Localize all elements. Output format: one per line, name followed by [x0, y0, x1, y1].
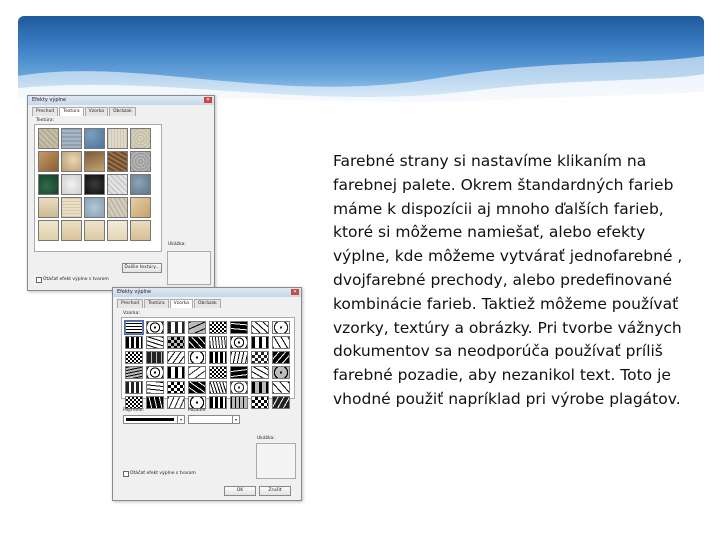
pattern-swatch[interactable] [125, 366, 143, 379]
pattern-swatch[interactable] [146, 381, 164, 394]
sample-label: Ukážka: [168, 242, 186, 247]
texture-grid [38, 128, 151, 241]
pattern-swatch[interactable] [188, 381, 206, 394]
pattern-swatch[interactable] [146, 336, 164, 349]
chevron-down-icon: ▾ [177, 416, 184, 423]
texture-swatch[interactable] [130, 174, 151, 195]
texture-swatch[interactable] [38, 128, 59, 149]
pattern-swatch[interactable] [272, 336, 290, 349]
texture-swatch[interactable] [130, 128, 151, 149]
pattern-swatch[interactable] [230, 321, 248, 334]
tab-obrazok[interactable]: Obrázok [109, 107, 136, 116]
pattern-swatch[interactable] [251, 366, 269, 379]
cancel-button[interactable]: Zrušiť [259, 486, 291, 496]
pattern-swatch[interactable] [272, 381, 290, 394]
texture-swatch[interactable] [84, 220, 105, 241]
dialog-title: Efekty výplne [117, 289, 152, 295]
pattern-swatch[interactable] [188, 366, 206, 379]
foreground-color-select[interactable] [123, 415, 185, 424]
pattern-swatch[interactable] [146, 366, 164, 379]
pattern-swatch[interactable] [272, 366, 290, 379]
pattern-swatch[interactable] [167, 381, 185, 394]
pattern-swatch[interactable] [230, 366, 248, 379]
tab-textura[interactable]: Textúra [59, 107, 84, 116]
close-icon[interactable]: ✕ [292, 289, 298, 295]
pattern-swatch[interactable] [209, 366, 227, 379]
pattern-swatch[interactable] [209, 351, 227, 364]
ok-button[interactable]: OK [224, 486, 256, 496]
foreground-label: Popredie: [123, 408, 145, 413]
texture-swatch[interactable] [38, 220, 59, 241]
header-wave-decoration [18, 16, 704, 104]
other-textures-button[interactable]: Ďalšie textúry... [122, 263, 162, 273]
pattern-swatch[interactable] [230, 396, 248, 409]
pattern-swatch[interactable] [209, 381, 227, 394]
pattern-swatch[interactable] [125, 321, 143, 334]
texture-swatch[interactable] [61, 151, 82, 172]
texture-swatch[interactable] [84, 174, 105, 195]
pattern-swatch[interactable] [188, 336, 206, 349]
pattern-swatch[interactable] [167, 351, 185, 364]
pattern-grid [125, 321, 290, 409]
texture-swatch[interactable] [61, 174, 82, 195]
pattern-swatch[interactable] [272, 321, 290, 334]
pattern-swatch[interactable] [188, 351, 206, 364]
texture-swatch[interactable] [107, 197, 128, 218]
sample-label: Ukážka: [257, 436, 275, 441]
texture-swatch[interactable] [84, 151, 105, 172]
tab-vzorka[interactable]: Vzorka [85, 107, 108, 116]
texture-label: Textúra: [36, 118, 55, 123]
texture-swatch[interactable] [38, 151, 59, 172]
pattern-swatch[interactable] [272, 396, 290, 409]
texture-swatch[interactable] [130, 220, 151, 241]
header-banner [18, 16, 704, 104]
body-paragraph: Farebné strany si nastavíme klikaním na farebnej palete. Okrem štandardných farieb máme k dispozícii aj mnoho ďalších farieb, ktoré si môžeme namiešať, alebo efekty výplne, kde môžeme vytvárať jednofarebné , dvojfarebné prechody, alebo predefinované kombinácie farieb. Taktiež môžeme používať vzorky, textúry a obrázky. Pri tvorbe vážnych dokumentov sa neodporúča používať príliš farebné pozadie, aby nezanikol text. Toto je vhodné použiť napríklad pri výrobe plagátov. [333, 152, 683, 408]
pattern-swatch[interactable] [251, 351, 269, 364]
dialog-tabs [32, 107, 137, 116]
dialog-title: Efekty výplne [32, 97, 67, 103]
rotate-fill-label: Otáčať efekt výplne s tvarom [130, 471, 196, 476]
pattern-swatch[interactable] [167, 336, 185, 349]
pattern-swatch[interactable] [251, 396, 269, 409]
pattern-swatch[interactable] [230, 351, 248, 364]
chevron-down-icon: ▾ [232, 416, 239, 423]
texture-swatch[interactable] [61, 220, 82, 241]
texture-swatch[interactable] [107, 174, 128, 195]
pattern-swatch[interactable] [146, 396, 164, 409]
tab-prechod[interactable]: Prechod [117, 299, 143, 308]
pattern-swatch[interactable] [167, 321, 185, 334]
rotate-fill-label: Otáčať efekt výplne s tvarom [43, 277, 109, 282]
pattern-swatch[interactable] [251, 381, 269, 394]
pattern-swatch[interactable] [146, 321, 164, 334]
fill-effects-dialog-pattern [112, 287, 302, 501]
dialog-titlebar [113, 288, 301, 297]
pattern-swatch[interactable] [125, 381, 143, 394]
pattern-swatch[interactable] [125, 351, 143, 364]
pattern-label: Vzorka: [123, 311, 140, 316]
texture-swatch[interactable] [107, 151, 128, 172]
texture-swatch[interactable] [61, 128, 82, 149]
texture-swatch[interactable] [107, 220, 128, 241]
texture-swatch[interactable] [38, 174, 59, 195]
pattern-swatch[interactable] [146, 351, 164, 364]
texture-swatch[interactable] [107, 128, 128, 149]
rotate-fill-checkbox[interactable] [36, 277, 42, 283]
pattern-swatch[interactable] [209, 321, 227, 334]
background-color-select[interactable] [188, 415, 240, 424]
pattern-swatch[interactable] [251, 336, 269, 349]
texture-swatch[interactable] [84, 197, 105, 218]
texture-swatch[interactable] [130, 151, 151, 172]
pattern-swatch[interactable] [125, 336, 143, 349]
pattern-swatch[interactable] [230, 336, 248, 349]
tab-prechod[interactable]: Prechod [32, 107, 58, 116]
pattern-swatch[interactable] [251, 321, 269, 334]
pattern-swatch[interactable] [167, 366, 185, 379]
sample-preview [167, 251, 211, 285]
dialog-tabs [117, 299, 222, 308]
texture-swatch[interactable] [38, 197, 59, 218]
rotate-fill-checkbox[interactable] [123, 471, 129, 477]
texture-swatch[interactable] [84, 128, 105, 149]
pattern-swatch[interactable] [209, 336, 227, 349]
fill-effects-dialog-texture [27, 95, 215, 291]
tab-vzorka[interactable]: Vzorka [170, 299, 193, 308]
pattern-swatch[interactable] [230, 381, 248, 394]
tab-textura[interactable]: Textúra [144, 299, 169, 308]
texture-swatch[interactable] [130, 197, 151, 218]
pattern-swatch[interactable] [188, 321, 206, 334]
background-label: Pozadie: [188, 408, 207, 413]
close-icon[interactable]: ✕ [205, 97, 211, 103]
sample-preview [256, 443, 296, 479]
tab-obrazok[interactable]: Obrázok [194, 299, 221, 308]
texture-gallery [34, 124, 162, 252]
pattern-swatch[interactable] [209, 396, 227, 409]
dialog-titlebar [28, 96, 214, 105]
pattern-swatch[interactable] [167, 396, 185, 409]
pattern-gallery [121, 317, 295, 399]
pattern-swatch[interactable] [272, 351, 290, 364]
texture-swatch[interactable] [61, 197, 82, 218]
foreground-swatch [126, 418, 174, 421]
